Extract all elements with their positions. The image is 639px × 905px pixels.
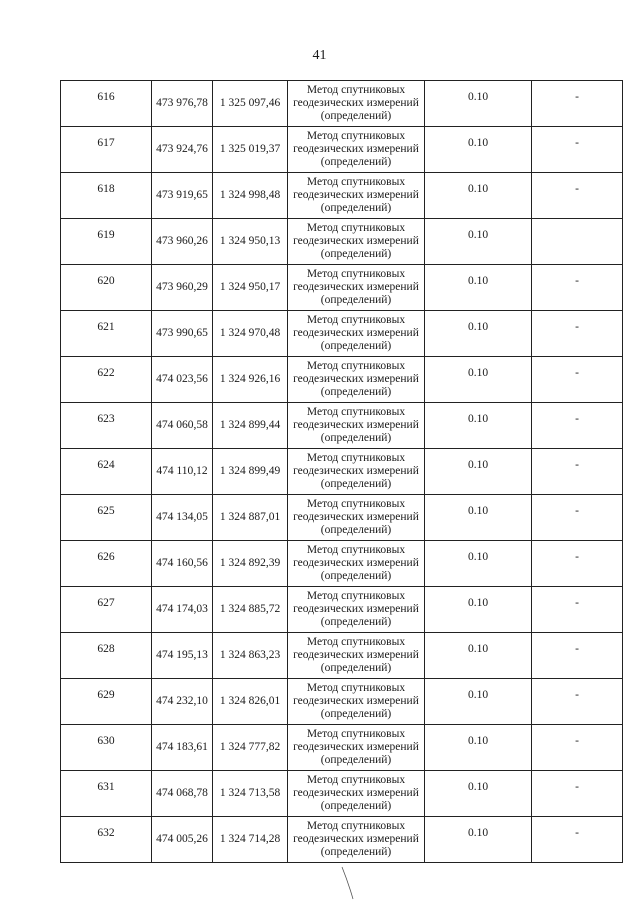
method-line: Метод спутниковых [306,84,406,96]
coordinate-x-cell-text: 473 919,65 [156,189,208,201]
coordinate-x-cell [152,265,213,311]
accuracy-cell-text: 0.10 [467,781,489,793]
method-line: (определений) [320,386,392,398]
point-number-cell-text: 625 [97,505,115,517]
method-line: геодезических измерений [293,603,419,615]
accuracy-cell [425,725,532,771]
coordinates-table-body [61,81,623,863]
note-cell-text: - [575,137,579,149]
method-cell [288,311,425,357]
accuracy-cell-text: 0.10 [467,229,489,241]
coordinate-y-cell [213,311,288,357]
point-number-cell-text: 626 [97,551,115,563]
method-cell [288,127,425,173]
point-number-cell [61,587,152,633]
method-line: геодезических измерений [293,787,419,799]
table-row [61,587,623,633]
coordinate-y-cell-text: 1 324 970,48 [219,327,281,339]
coordinate-x-cell [152,587,213,633]
coordinate-x-cell [152,495,213,541]
method-line: Метод спутниковых [306,728,406,740]
method-cell [288,587,425,633]
coordinate-x-cell-text: 474 232,10 [156,695,208,707]
coordinate-y-cell-text: 1 324 826,01 [219,695,281,707]
method-line: (определений) [320,432,392,444]
point-number-cell [61,495,152,541]
note-cell [532,265,623,311]
coordinate-x-cell-text: 473 960,26 [156,235,208,247]
coordinate-x-cell [152,173,213,219]
note-cell-text: - [575,689,579,701]
point-number-cell [61,357,152,403]
note-cell-text: - [575,183,579,195]
note-cell [532,771,623,817]
method-cell [288,219,425,265]
method-line: Метод спутниковых [306,130,406,142]
note-cell [532,449,623,495]
coordinate-x-cell-text: 473 990,65 [156,327,208,339]
accuracy-cell [425,771,532,817]
accuracy-cell-text: 0.10 [467,689,489,701]
coordinate-x-cell-text: 474 005,26 [156,833,208,845]
note-cell [532,311,623,357]
point-number-cell-text: 621 [97,321,115,333]
coordinate-y-cell-text: 1 324 950,13 [219,235,281,247]
coordinate-x-cell-text: 474 195,13 [156,649,208,661]
coordinate-x-cell-text: 474 174,03 [156,603,208,615]
accuracy-cell [425,127,532,173]
accuracy-cell-text: 0.10 [467,91,489,103]
method-cell [288,173,425,219]
coordinate-y-cell-text: 1 324 885,72 [219,603,281,615]
coordinate-y-cell-text: 1 324 899,44 [219,419,281,431]
method-line: Метод спутниковых [306,820,406,832]
accuracy-cell [425,403,532,449]
point-number-cell [61,219,152,265]
accuracy-cell [425,81,532,127]
note-cell-text: - [575,275,579,287]
accuracy-cell [425,449,532,495]
coordinate-x-cell-text: 474 160,56 [156,557,208,569]
accuracy-cell-text: 0.10 [467,367,489,379]
coordinate-x-cell [152,679,213,725]
point-number-cell-text: 629 [97,689,115,701]
point-number-cell [61,403,152,449]
coordinate-y-cell-text: 1 324 714,28 [219,833,281,845]
page-number: 41 [312,48,327,63]
method-line: геодезических измерений [293,511,419,523]
coordinate-y-cell-text: 1 324 863,23 [219,649,281,661]
accuracy-cell-text: 0.10 [467,413,489,425]
coordinate-x-cell [152,403,213,449]
method-line: Метод спутниковых [306,268,406,280]
method-cell [288,265,425,311]
note-cell-text: - [575,367,579,379]
note-cell [532,587,623,633]
method-line: (определений) [320,662,392,674]
point-number-cell [61,541,152,587]
accuracy-cell-text: 0.10 [467,275,489,287]
table-row [61,541,623,587]
method-line: Метод спутниковых [306,590,406,602]
coordinate-x-cell [152,771,213,817]
coordinate-y-cell-text: 1 325 019,37 [219,143,281,155]
note-cell [532,633,623,679]
coordinate-y-cell-text: 1 324 899,49 [219,465,281,477]
coordinate-y-cell [213,265,288,311]
method-line: геодезических измерений [293,189,419,201]
table-row [61,633,623,679]
coordinate-y-cell-text: 1 324 777,82 [219,741,281,753]
note-cell-text: - [575,413,579,425]
accuracy-cell-text: 0.10 [467,183,489,195]
method-cell [288,725,425,771]
method-line: (определений) [320,524,392,536]
point-number-cell-text: 624 [97,459,115,471]
point-number-cell [61,311,152,357]
table-row [61,219,623,265]
method-cell [288,81,425,127]
method-cell [288,633,425,679]
note-cell-text: - [575,597,579,609]
method-cell [288,403,425,449]
method-line: геодезических измерений [293,649,419,661]
table-row [61,311,623,357]
note-cell-text: - [575,505,579,517]
coordinate-x-cell-text: 474 060,58 [156,419,208,431]
method-cell [288,357,425,403]
accuracy-cell [425,265,532,311]
coordinate-y-cell [213,679,288,725]
note-cell-text: - [575,735,579,747]
note-cell-text: - [575,91,579,103]
coordinate-x-cell [152,633,213,679]
method-line: Метод спутниковых [306,774,406,786]
accuracy-cell [425,587,532,633]
table-row [61,495,623,541]
accuracy-cell-text: 0.10 [467,735,489,747]
coordinate-y-cell [213,587,288,633]
note-cell [532,127,623,173]
coordinate-y-cell [213,403,288,449]
table-row [61,771,623,817]
method-line: (определений) [320,478,392,490]
accuracy-cell-text: 0.10 [467,505,489,517]
method-cell [288,771,425,817]
accuracy-cell [425,817,532,863]
method-cell [288,541,425,587]
method-line: Метод спутниковых [306,452,406,464]
method-line: геодезических измерений [293,143,419,155]
coordinate-y-cell [213,771,288,817]
method-line: геодезических измерений [293,97,419,109]
table-row [61,725,623,771]
note-cell [532,679,623,725]
method-line: (определений) [320,110,392,122]
table-row [61,679,623,725]
note-cell-text: - [575,781,579,793]
point-number-cell-text: 631 [97,781,115,793]
method-line: (определений) [320,846,392,858]
accuracy-cell-text: 0.10 [467,597,489,609]
note-cell [532,81,623,127]
table-row [61,81,623,127]
point-number-cell [61,265,152,311]
note-cell [532,541,623,587]
note-cell-text: - [575,551,579,563]
coordinate-y-cell-text: 1 324 887,01 [219,511,281,523]
coordinate-y-cell [213,817,288,863]
method-cell [288,817,425,863]
method-line: (определений) [320,202,392,214]
point-number-cell-text: 622 [97,367,115,379]
accuracy-cell-text: 0.10 [467,459,489,471]
method-line: геодезических измерений [293,465,419,477]
method-line: Метод спутниковых [306,360,406,372]
note-cell [532,219,623,265]
coordinate-y-cell [213,495,288,541]
point-number-cell [61,127,152,173]
method-line: геодезических измерений [293,741,419,753]
method-line: Метод спутниковых [306,544,406,556]
accuracy-cell [425,541,532,587]
point-number-cell [61,771,152,817]
coordinate-x-cell [152,817,213,863]
note-cell [532,725,623,771]
method-line: (определений) [320,708,392,720]
coordinate-x-cell-text: 474 110,12 [156,465,208,477]
point-number-cell [61,633,152,679]
method-line: Метод спутниковых [306,222,406,234]
accuracy-cell-text: 0.10 [467,827,489,839]
method-cell [288,679,425,725]
coordinate-x-cell [152,219,213,265]
coordinate-y-cell [213,81,288,127]
point-number-cell-text: 618 [97,183,115,195]
method-line: Метод спутниковых [306,314,406,326]
method-line: (определений) [320,156,392,168]
coordinate-y-cell [213,449,288,495]
note-cell-text: - [575,643,579,655]
method-cell [288,495,425,541]
point-number-cell-text: 616 [97,91,115,103]
point-number-cell-text: 628 [97,643,115,655]
coordinate-y-cell-text: 1 324 950,17 [219,281,281,293]
coordinate-x-cell [152,541,213,587]
coordinate-y-cell-text: 1 324 713,58 [219,787,281,799]
method-line: геодезических измерений [293,235,419,247]
accuracy-cell [425,633,532,679]
point-number-cell-text: 617 [97,137,115,149]
note-cell-text: - [575,459,579,471]
accuracy-cell [425,495,532,541]
note-cell [532,495,623,541]
coordinate-x-cell-text: 473 960,29 [156,281,208,293]
point-number-cell-text: 623 [97,413,115,425]
coordinate-x-cell [152,449,213,495]
accuracy-cell [425,311,532,357]
table-row [61,817,623,863]
table-row [61,127,623,173]
method-line: (определений) [320,570,392,582]
method-line: (определений) [320,616,392,628]
method-line: (определений) [320,340,392,352]
method-line: геодезических измерений [293,557,419,569]
method-cell [288,449,425,495]
coordinate-y-cell [213,357,288,403]
table-row [61,357,623,403]
coordinate-y-cell [213,219,288,265]
coordinate-x-cell-text: 474 068,78 [156,787,208,799]
table-row [61,265,623,311]
point-number-cell [61,81,152,127]
method-line: (определений) [320,800,392,812]
point-number-cell-text: 627 [97,597,115,609]
table-row [61,449,623,495]
coordinate-x-cell-text: 473 976,78 [156,97,208,109]
point-number-cell [61,173,152,219]
point-number-cell-text: 619 [97,229,115,241]
method-line: Метод спутниковых [306,406,406,418]
note-cell [532,173,623,219]
coordinates-table [60,80,623,863]
coordinate-x-cell-text: 473 924,76 [156,143,208,155]
coordinate-y-cell [213,633,288,679]
method-line: геодезических измерений [293,833,419,845]
coordinate-x-cell [152,725,213,771]
note-cell [532,357,623,403]
method-line: геодезических измерений [293,281,419,293]
coordinate-x-cell [152,127,213,173]
method-line: (определений) [320,754,392,766]
coordinate-y-cell [213,725,288,771]
method-line: (определений) [320,294,392,306]
method-line: Метод спутниковых [306,176,406,188]
coordinate-y-cell-text: 1 325 097,46 [219,97,281,109]
accuracy-cell [425,219,532,265]
table-row [61,173,623,219]
accuracy-cell [425,679,532,725]
method-line: геодезических измерений [293,419,419,431]
point-number-cell-text: 620 [97,275,115,287]
point-number-cell [61,725,152,771]
coordinate-x-cell-text: 474 183,61 [156,741,208,753]
coordinate-y-cell-text: 1 324 926,16 [219,373,281,385]
coordinate-y-cell-text: 1 324 998,48 [219,189,281,201]
coordinate-y-cell [213,541,288,587]
coordinate-x-cell-text: 474 023,56 [156,373,208,385]
coordinate-x-cell [152,357,213,403]
note-cell [532,817,623,863]
table-row [61,403,623,449]
method-line: Метод спутниковых [306,636,406,648]
point-number-cell [61,449,152,495]
note-cell-text: - [575,827,579,839]
method-line: геодезических измерений [293,695,419,707]
point-number-cell-text: 632 [97,827,115,839]
accuracy-cell-text: 0.10 [467,137,489,149]
point-number-cell-text: 630 [97,735,115,747]
coordinate-y-cell-text: 1 324 892,39 [219,557,281,569]
note-cell-text: - [575,321,579,333]
coordinate-y-cell [213,173,288,219]
point-number-cell [61,679,152,725]
accuracy-cell [425,173,532,219]
method-line: геодезических измерений [293,327,419,339]
method-line: (определений) [320,248,392,260]
accuracy-cell-text: 0.10 [467,551,489,563]
accuracy-cell-text: 0.10 [467,321,489,333]
method-line: Метод спутниковых [306,682,406,694]
method-line: Метод спутниковых [306,498,406,510]
coordinate-x-cell [152,311,213,357]
coordinate-y-cell [213,127,288,173]
method-line: геодезических измерений [293,373,419,385]
point-number-cell [61,817,152,863]
accuracy-cell-text: 0.10 [467,643,489,655]
scan-artifact-mark [340,865,356,901]
coordinate-x-cell-text: 474 134,05 [156,511,208,523]
note-cell [532,403,623,449]
coordinate-x-cell [152,81,213,127]
accuracy-cell [425,357,532,403]
